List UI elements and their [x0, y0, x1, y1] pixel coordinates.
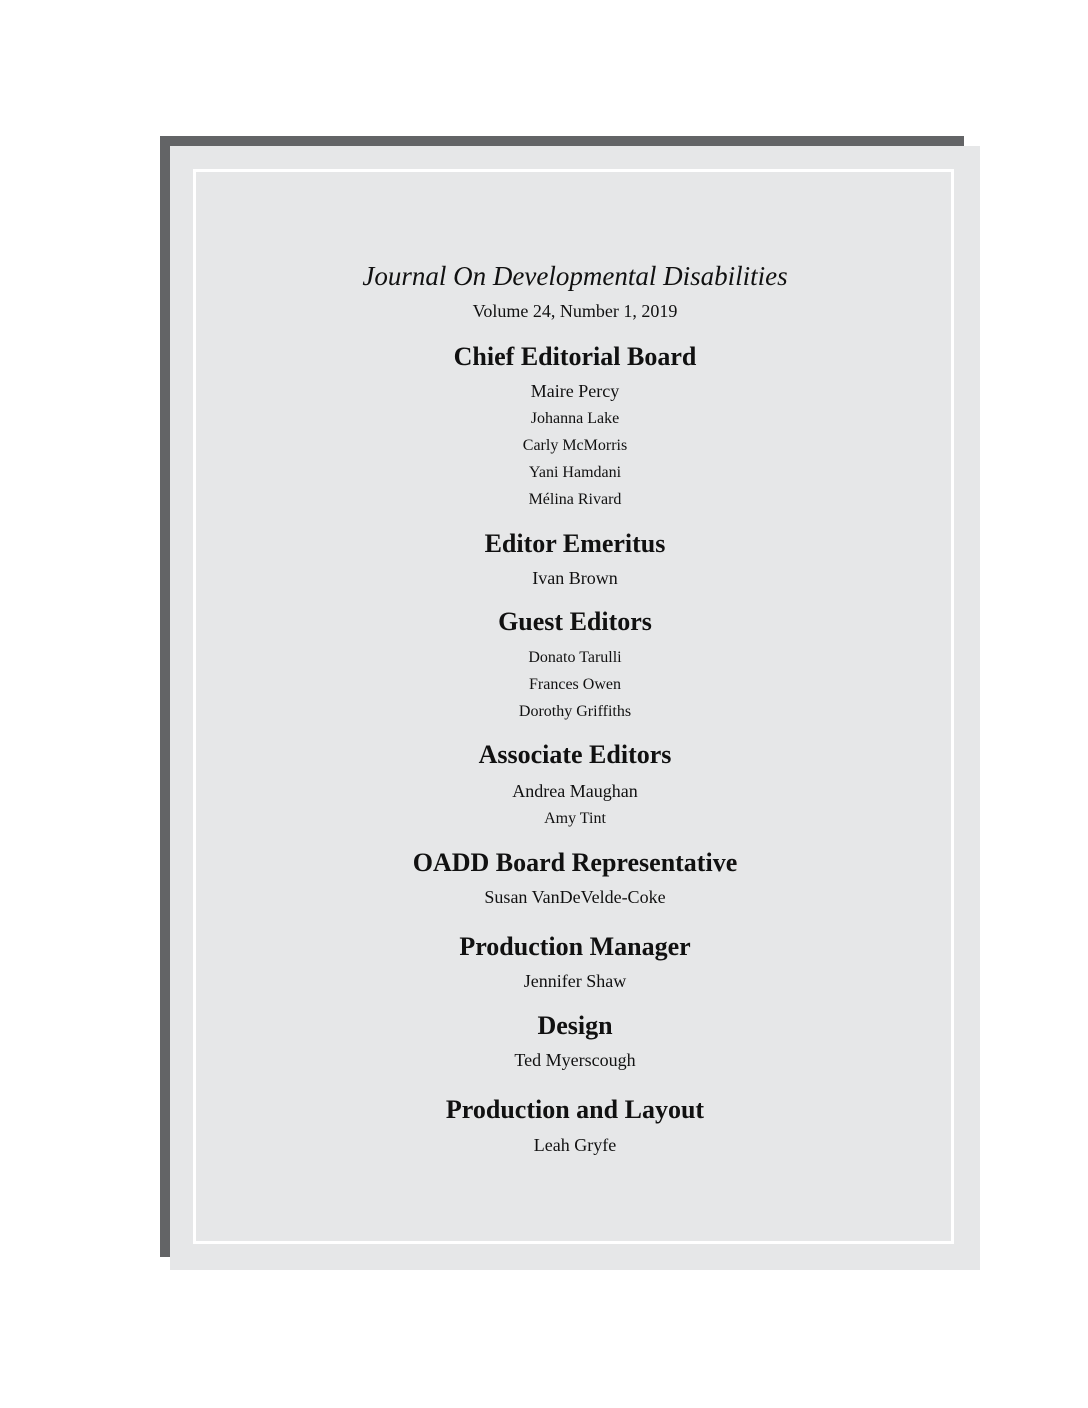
- editor-name: Amy Tint: [544, 810, 606, 827]
- editor-name: Jennifer Shaw: [523, 971, 627, 991]
- journal-volume: Volume 24, Number 1, 2019: [472, 301, 678, 321]
- section-heading-guest-editors: Guest Editors: [498, 607, 652, 636]
- editor-name: Dorothy Griffiths: [518, 703, 632, 720]
- section-heading-associate-editors: Associate Editors: [478, 740, 672, 769]
- editor-name: Ivan Brown: [532, 568, 618, 588]
- editor-name: Ted Myerscough: [514, 1050, 636, 1070]
- editor-name: Mélina Rivard: [528, 491, 622, 508]
- section-heading-production-manager: Production Manager: [459, 932, 691, 961]
- editor-name: Yani Hamdani: [528, 464, 622, 481]
- section-heading-production-and-layout: Production and Layout: [445, 1095, 705, 1124]
- section-heading-design: Design: [537, 1011, 613, 1040]
- section-heading-editor-emeritus: Editor Emeritus: [484, 529, 666, 558]
- editor-name: Maire Percy: [530, 381, 620, 401]
- editor-name: Andrea Maughan: [512, 781, 638, 801]
- section-heading-chief-editorial-board: Chief Editorial Board: [453, 342, 697, 371]
- editor-name: Leah Gryfe: [533, 1135, 617, 1155]
- journal-title: Journal On Developmental Disabilities: [362, 261, 788, 291]
- editor-name: Johanna Lake: [530, 410, 620, 427]
- editor-name: Susan VanDeVelde-Coke: [484, 887, 666, 907]
- editor-name: Carly McMorris: [522, 437, 628, 454]
- section-heading-oadd-board-representative: OADD Board Representative: [412, 848, 738, 877]
- editor-name: Frances Owen: [529, 676, 621, 693]
- editor-name: Donato Tarulli: [528, 649, 622, 666]
